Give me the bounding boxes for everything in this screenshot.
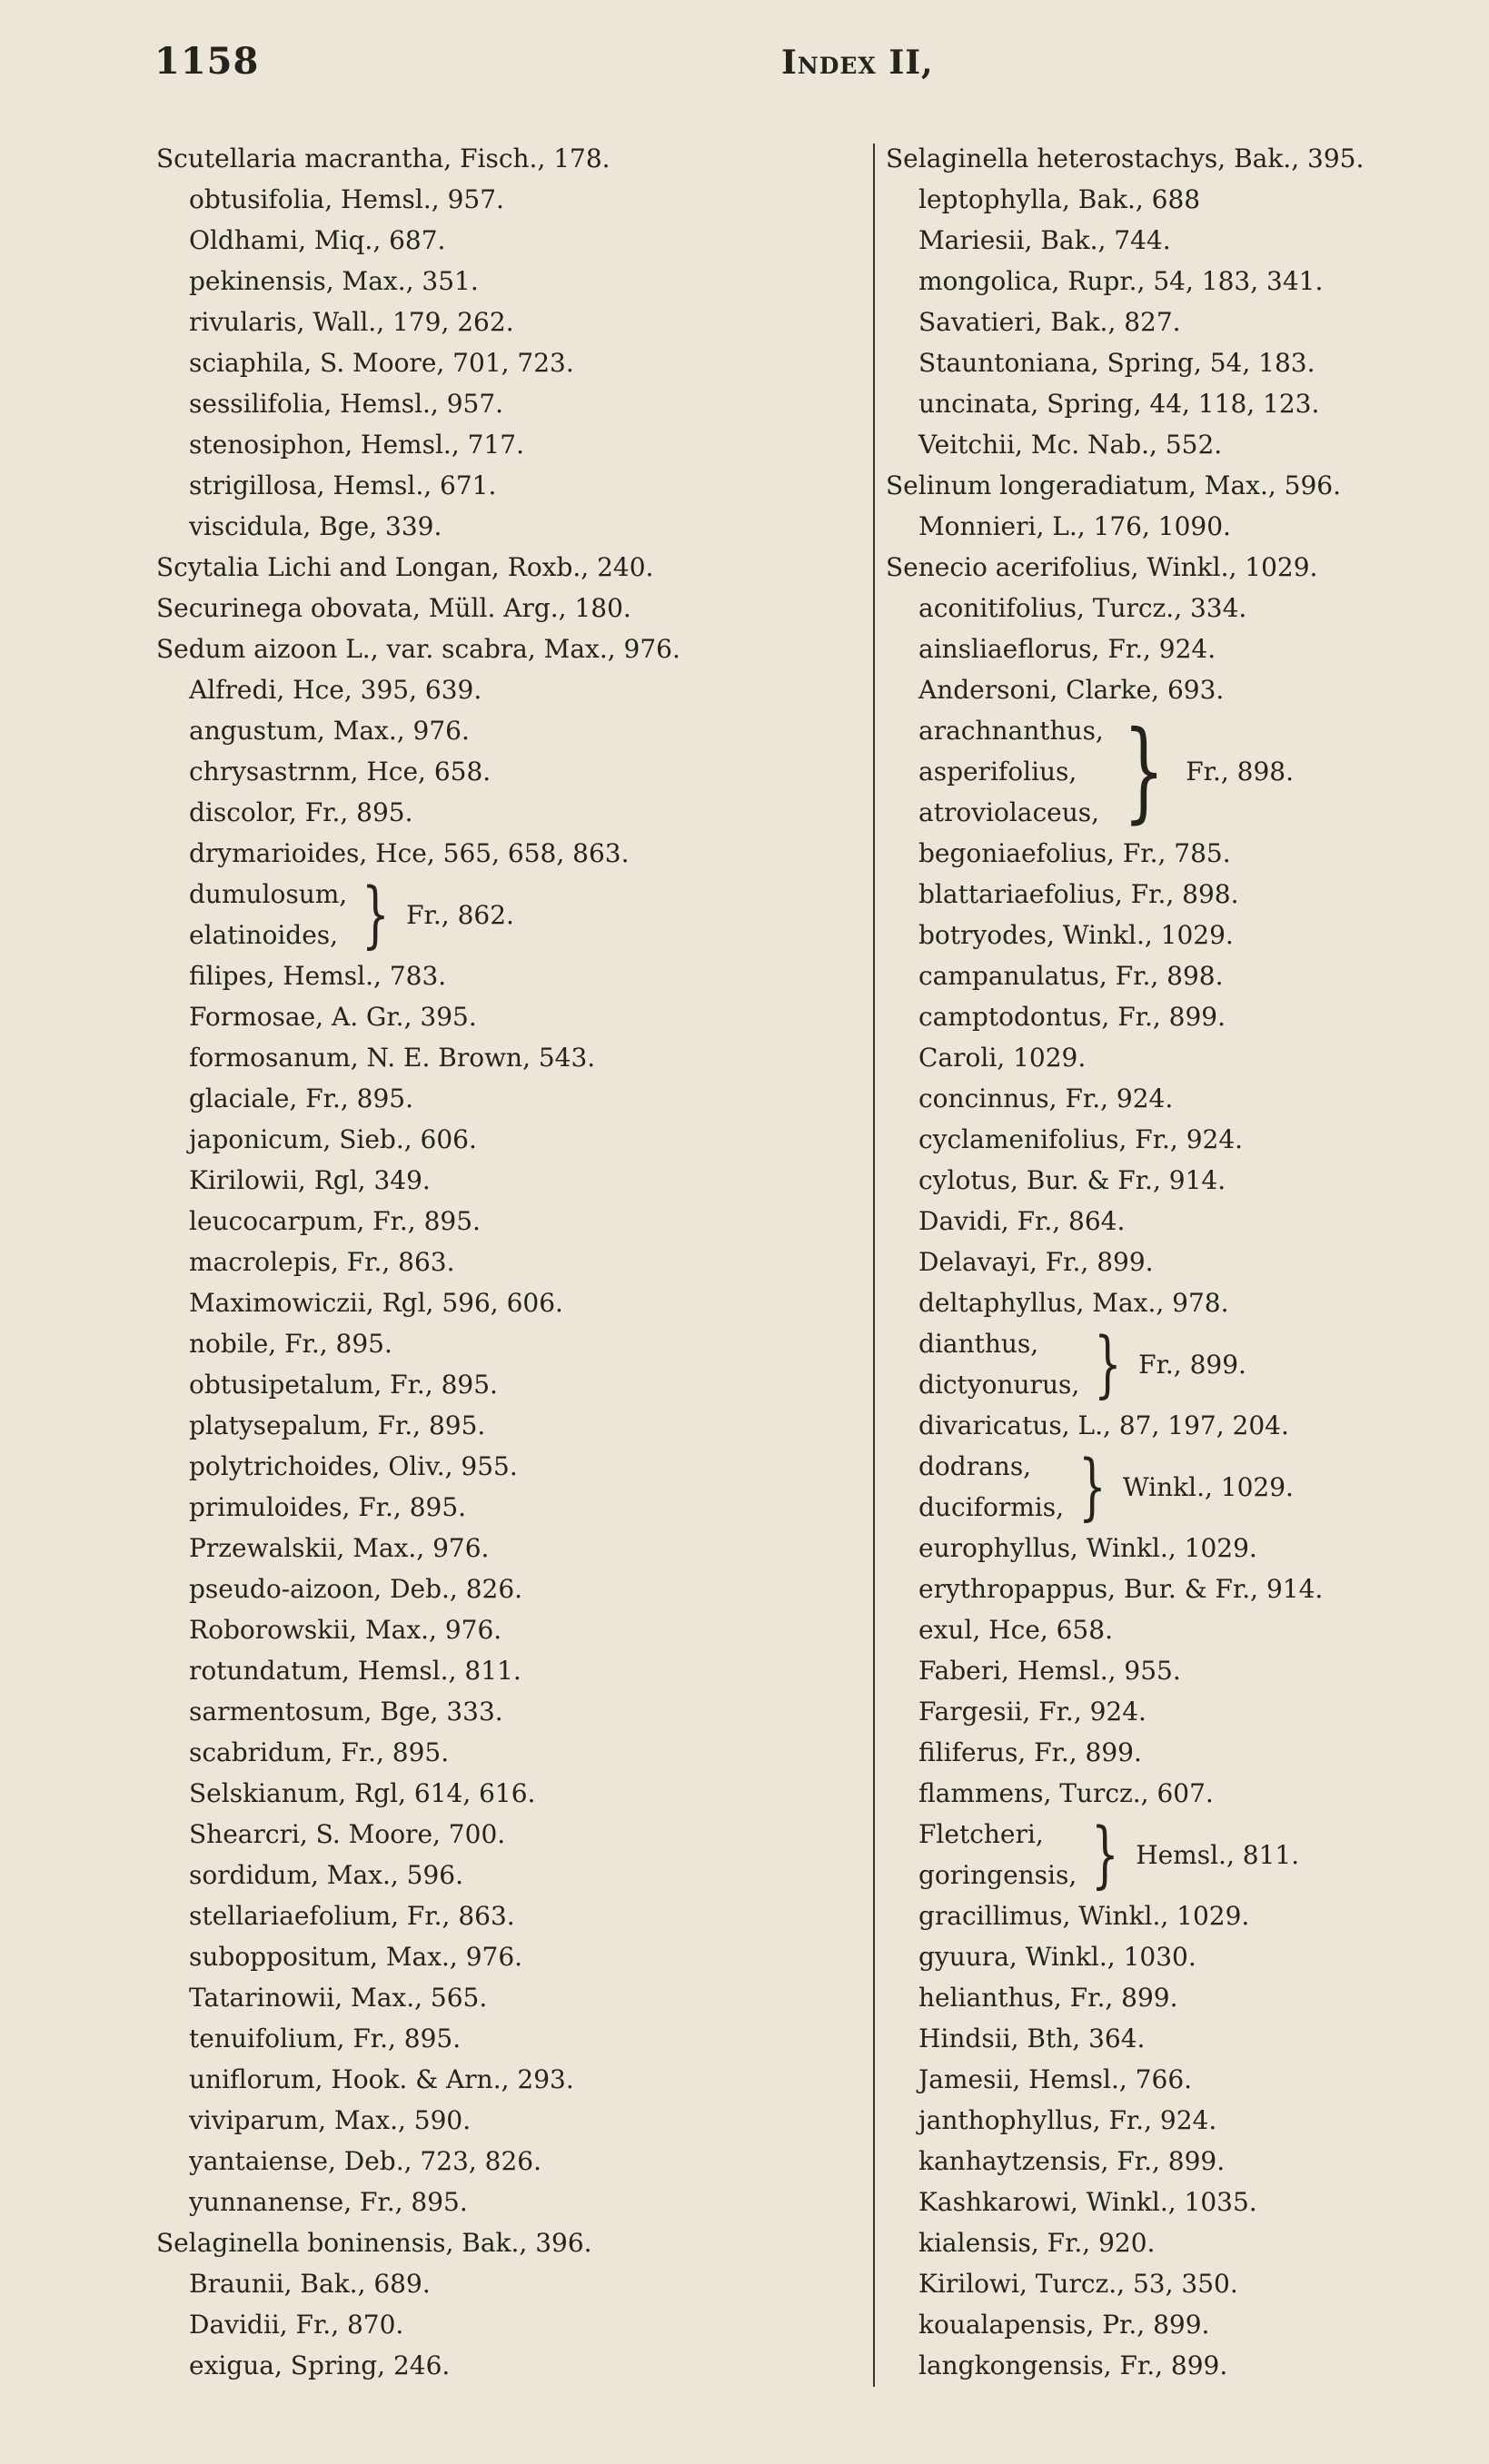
index-subentry: sciaphila, S. Moore, 701, 723. xyxy=(189,348,574,378)
index-subentry: deltaphyllus, Max., 978. xyxy=(918,1288,1229,1318)
brace-reference: Fr., 862. xyxy=(406,899,514,930)
index-subentry: yantaiense, Deb., 723, 826. xyxy=(189,2146,542,2176)
index-entry: Selinum longeradiatum, Max., 596. xyxy=(886,470,1342,500)
index-subentry: goringensis, xyxy=(918,1860,1077,1890)
brace-names xyxy=(918,1323,1079,1405)
index-subentry: erythropappus, Bur. & Fr., 914. xyxy=(918,1574,1324,1604)
index-subentry: divaricatus, L., 87, 197, 204. xyxy=(918,1410,1289,1440)
index-subentry: exigua, Spring, 246. xyxy=(189,2350,451,2380)
index-subentry: kialensis, Fr., 920. xyxy=(918,2228,1156,2258)
brace-icon: } xyxy=(1078,1444,1107,1529)
index-subentry: Kashkarowi, Winkl., 1035. xyxy=(918,2187,1257,2217)
index-subentry: chrysastrnm, Hce, 658. xyxy=(189,757,491,787)
index-subentry: pekinensis, Max., 351. xyxy=(189,266,479,296)
index-subentry: strigillosa, Hemsl., 671. xyxy=(189,470,497,500)
index-subentry: Caroli, 1029. xyxy=(918,1043,1087,1073)
index-subentry: europhyllus, Winkl., 1029. xyxy=(918,1533,1257,1563)
index-subentry: mongolica, Rupr., 54, 183, 341. xyxy=(918,266,1324,296)
index-subentry: Davidi, Fr., 864. xyxy=(918,1206,1126,1236)
index-subentry: primuloides, Fr., 895. xyxy=(189,1492,467,1522)
index-subentry: leptophylla, Bak., 688 xyxy=(918,184,1201,214)
index-subentry: nobile, Fr., 895. xyxy=(189,1329,392,1359)
index-subentry: viscidula, Bge, 339. xyxy=(189,511,442,541)
index-subentry: Kirilowii, Rgl, 349. xyxy=(189,1165,431,1195)
index-subentry: rivularis, Wall., 179, 262. xyxy=(189,307,514,337)
index-subentry: duciformis, xyxy=(918,1492,1064,1522)
index-subentry: obtusifolia, Hemsl., 957. xyxy=(189,184,504,214)
index-subentry: obtusipetalum, Fr., 895. xyxy=(189,1370,498,1400)
index-subentry: Alfredi, Hce, 395, 639. xyxy=(189,675,482,705)
index-subentry: Faberi, Hemsl., 955. xyxy=(918,1656,1181,1686)
index-entry: Selaginella heterostachys, Bak., 395. xyxy=(886,143,1365,173)
index-subentry: gyuura, Winkl., 1030. xyxy=(918,1942,1196,1972)
column-divider xyxy=(873,143,875,2387)
index-subentry: Davidii, Fr., 870. xyxy=(189,2310,404,2340)
index-subentry: scabridum, Fr., 895. xyxy=(189,1737,450,1767)
index-subentry: Fletcheri, xyxy=(918,1819,1044,1849)
index-subentry: uncinata, Spring, 44, 118, 123. xyxy=(918,389,1320,419)
index-subentry: tenuifolium, Fr., 895. xyxy=(189,2024,462,2053)
index-entry: Scutellaria macrantha, Fisch., 178. xyxy=(156,143,610,173)
index-subentry: Veitchii, Mc. Nab., 552. xyxy=(918,430,1223,460)
index-subentry: sarmentosum, Bge, 333. xyxy=(189,1697,503,1727)
brace-icon: } xyxy=(1091,1812,1120,1896)
index-subentry: Oldhami, Miq., 687. xyxy=(189,225,446,255)
index-subentry: koualapensis, Pr., 899. xyxy=(918,2310,1210,2340)
index-subentry: sordidum, Max., 596. xyxy=(189,1860,463,1890)
index-subentry: discolor, Fr., 895. xyxy=(189,797,413,827)
index-subentry: macrolepis, Fr., 863. xyxy=(189,1247,455,1277)
index-subentry: japonicum, Sieb., 606. xyxy=(189,1124,477,1154)
index-subentry: leucocarpum, Fr., 895. xyxy=(189,1206,481,1236)
brace-names xyxy=(189,874,347,955)
page-number: 1158 xyxy=(154,40,260,83)
index-subentry: Tatarinowii, Max., 565. xyxy=(189,1983,488,2013)
index-subentry: pseudo-aizoon, Deb., 826. xyxy=(189,1574,523,1604)
index-subentry: helianthus, Fr., 899. xyxy=(918,1983,1178,2013)
index-entry: Selaginella boninensis, Bak., 396. xyxy=(156,2228,592,2258)
index-subentry: Andersoni, Clarke, 693. xyxy=(918,675,1225,705)
brace-icon: } xyxy=(362,872,390,956)
index-subentry: filipes, Hemsl., 783. xyxy=(189,961,447,991)
index-subentry: concinnus, Fr., 924. xyxy=(918,1084,1174,1113)
left-column xyxy=(156,138,856,2386)
index-subentry: stenosiphon, Hemsl., 717. xyxy=(189,430,524,460)
index-subentry: Hindsii, Bth, 364. xyxy=(918,2024,1146,2053)
index-subentry: Selskianum, Rgl, 614, 616. xyxy=(189,1778,536,1808)
index-subentry: Mariesii, Bak., 744. xyxy=(918,225,1171,255)
index-subentry: sessilifolia, Hemsl., 957. xyxy=(189,389,504,419)
brace-reference: Winkl., 1029. xyxy=(1122,1471,1294,1502)
index-subentry: dianthus, xyxy=(918,1329,1039,1359)
index-subentry: campanulatus, Fr., 898. xyxy=(918,961,1224,991)
brace-reference: Fr., 899. xyxy=(1138,1349,1246,1380)
brace-names xyxy=(918,710,1104,833)
index-subentry: dumulosum, xyxy=(189,879,348,909)
index-subentry: Formosae, A. Gr., 395. xyxy=(189,1002,477,1032)
index-subentry: ainsliaeflorus, Fr., 924. xyxy=(918,634,1216,664)
index-subentry: Kirilowi, Turcz., 53, 350. xyxy=(918,2269,1238,2299)
index-subentry: viviparum, Max., 590. xyxy=(189,2105,472,2135)
index-subentry: janthophyllus, Fr., 924. xyxy=(918,2105,1217,2135)
brace-names xyxy=(918,1446,1064,1528)
index-subentry: Roborowskii, Max., 976. xyxy=(189,1615,502,1645)
index-subentry: dodrans, xyxy=(918,1451,1032,1481)
index-subentry: drymarioides, Hce, 565, 658, 863. xyxy=(189,838,630,868)
running-head: Index II, xyxy=(781,44,934,82)
index-subentry: glaciale, Fr., 895. xyxy=(189,1084,414,1113)
index-subentry: polytrichoides, Oliv., 955. xyxy=(189,1451,518,1481)
index-subentry: Przewalskii, Max., 976. xyxy=(189,1533,490,1563)
index-subentry: kanhaytzensis, Fr., 899. xyxy=(918,2146,1226,2176)
index-subentry: platysepalum, Fr., 895. xyxy=(189,1410,486,1440)
brace-entry-group xyxy=(886,710,1431,833)
brace-icon: } xyxy=(1094,1321,1122,1406)
index-subentry: camptodontus, Fr., 899. xyxy=(918,1002,1226,1032)
index-subentry: asperifolius, xyxy=(918,757,1077,787)
brace-entry-group xyxy=(156,874,856,955)
brace-reference: Hemsl., 811. xyxy=(1136,1839,1300,1870)
index-subentry: blattariaefolius, Fr., 898. xyxy=(918,879,1239,909)
index-entry: Securinega obovata, Müll. Arg., 180. xyxy=(156,593,631,623)
index-subentry: Jamesii, Hemsl., 766. xyxy=(918,2064,1193,2094)
brace-entry-group xyxy=(886,1323,1431,1405)
brace-names xyxy=(918,1814,1077,1895)
index-subentry: langkongensis, Fr., 899. xyxy=(918,2350,1228,2380)
index-subentry: rotundatum, Hemsl., 811. xyxy=(189,1656,521,1686)
index-entry: Senecio acerifolius, Winkl., 1029. xyxy=(886,552,1318,582)
index-subentry: botryodes, Winkl., 1029. xyxy=(918,920,1234,950)
index-subentry: gracillimus, Winkl., 1029. xyxy=(918,1901,1250,1931)
index-subentry: Savatieri, Bak., 827. xyxy=(918,307,1181,337)
index-subentry: arachnanthus, xyxy=(918,716,1104,746)
index-subentry: Maximowiczii, Rgl, 596, 606. xyxy=(189,1288,563,1318)
index-subentry: flammens, Turcz., 607. xyxy=(918,1778,1214,1808)
index-subentry: suboppositum, Max., 976. xyxy=(189,1942,523,1972)
index-entry: Scytalia Lichi and Longan, Roxb., 240. xyxy=(156,552,654,582)
index-entry: Sedum aizoon L., var. scabra, Max., 976. xyxy=(156,634,680,664)
brace-reference: Fr., 898. xyxy=(1186,757,1294,787)
index-subentry: yunnanense, Fr., 895. xyxy=(189,2187,468,2217)
index-subentry: formosanum, N. E. Brown, 543. xyxy=(189,1043,596,1073)
index-subentry: Fargesii, Fr., 924. xyxy=(918,1697,1147,1727)
index-subentry: Monnieri, L., 176, 1090. xyxy=(918,511,1231,541)
index-subentry: Delavayi, Fr., 899. xyxy=(918,1247,1154,1277)
brace-icon: } xyxy=(1123,708,1165,835)
index-subentry: begoniaefolius, Fr., 785. xyxy=(918,838,1231,868)
index-subentry: exul, Hce, 658. xyxy=(918,1615,1113,1645)
right-column xyxy=(886,138,1431,2386)
index-subentry: dictyonurus, xyxy=(918,1370,1080,1400)
brace-entry-group xyxy=(886,1814,1431,1895)
index-subentry: Stauntoniana, Spring, 54, 183. xyxy=(918,348,1315,378)
index-subentry: uniflorum, Hook. & Arn., 293. xyxy=(189,2064,574,2094)
index-subentry: stellariaefolium, Fr., 863. xyxy=(189,1901,515,1931)
index-subentry: elatinoides, xyxy=(189,920,339,950)
brace-entry-group xyxy=(886,1446,1431,1528)
index-subentry: aconitifolius, Turcz., 334. xyxy=(918,593,1247,623)
index-subentry: cyclamenifolius, Fr., 924. xyxy=(918,1124,1244,1154)
index-subentry: Shearcri, S. Moore, 700. xyxy=(189,1819,506,1849)
index-subentry: Braunii, Bak., 689. xyxy=(189,2269,431,2299)
index-subentry: cylotus, Bur. & Fr., 914. xyxy=(918,1165,1226,1195)
index-subentry: angustum, Max., 976. xyxy=(189,716,470,746)
index-subentry: atroviolaceus, xyxy=(918,797,1100,827)
index-subentry: filiferus, Fr., 899. xyxy=(918,1737,1142,1767)
